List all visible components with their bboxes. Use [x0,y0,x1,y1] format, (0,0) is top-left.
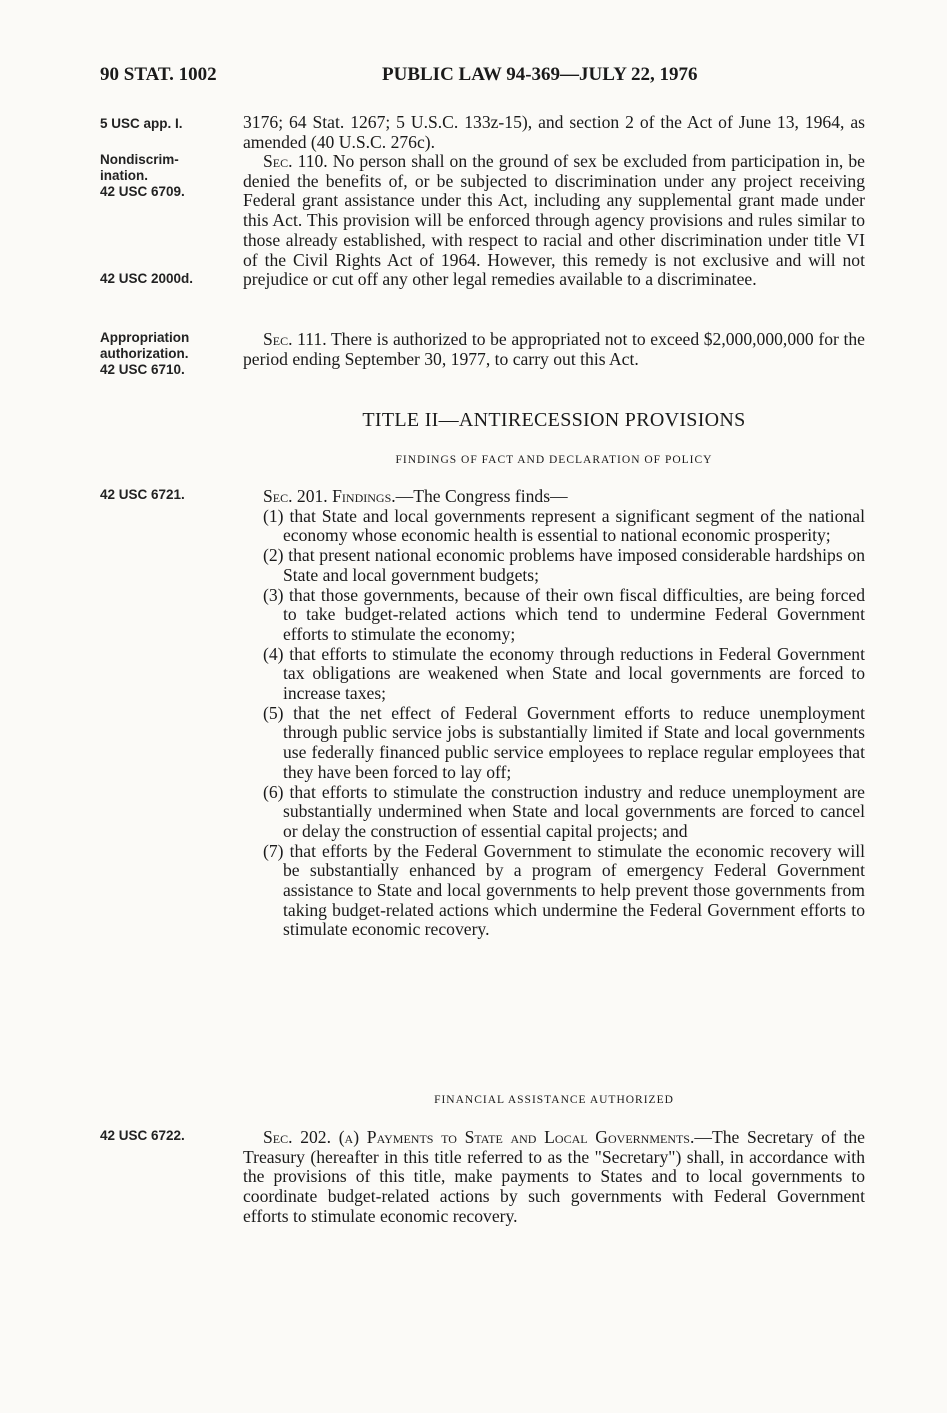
section-label: Sec. 111. [263,329,327,349]
section-label: Sec. 201. [263,486,328,506]
section-text: —The Secretary of the Treasury (hereafter in this title referred to as the "Secretary") shall, in accordance with the provisions of this title, make payments to States and to local governments to coordinate budget-related actions by such governments with Federal Government efforts to stimulate economic recovery. [243,1127,865,1226]
section-heading: Findings. [332,486,396,506]
section-111 [243,330,865,369]
margin-note-nondiscrimination: Nondiscrim- ination. 42 USC 6709. [100,152,185,199]
finding-item: (6) that efforts to stimulate the construction industry and reduce unemployment are substantially undermined when State and local governments are forced to cancel or delay the construction of essential capital projects; and [263,781,865,841]
finding-item: (7) that efforts by the Federal Government to stimulate the economic recovery will be substantially enhanced by a program of emergency Federal Government assistance to State and local governments to help prevent those governments from taking budget-related actions which undermine the Federal Government efforts to stimulate economic recovery. [263,840,865,940]
continuation-text: 3176; 64 Stat. 1267; 5 U.S.C. 133z-15), and section 2 of the Act of June 13, 1964, as amended (40 U.S.C. 276c). [243,112,865,152]
section-intro: —The Congress finds— [395,486,568,506]
statute-page-number: 90 STAT. 1002 [100,64,217,85]
section-110 [243,152,865,290]
margin-note-usc-6721: 42 USC 6721. [100,487,185,502]
section-label: Sec. 110. [263,151,328,171]
finding-item: (3) that those governments, because of their own fiscal difficulties, are being forced to take budget-related actions which tend to undermine Federal Government efforts to stimulate the economy; [263,584,865,644]
section-text: There is authorized to be appropriated not to exceed $2,000,000,000 for the period ending September 30, 1977, to carry out this Act. [243,329,865,369]
finding-item: (1) that State and local governments represent a significant segment of the national economy whose economic health is essential to national economic prosperity; [263,505,865,546]
section-text: No person shall on the ground of sex be excluded from participation in, be denied the benefits of, or be subjected to discrimination under any project receiving Federal grant assistance under this Act, including any supplemental grant made under this Act. This provision will be enforced through agency provisions and rules similar to those already established, with respect to racial and other discrimination under title VI of the Civil Rights Act of 1964. However, this remedy is not exclusive and will not prejudice or cut off any other legal remedies available to a discriminatee. [243,151,865,290]
section-110-continuation [243,113,865,152]
margin-note-usc-6722: 42 USC 6722. [100,1128,185,1143]
section-label: Sec. 202. (a) [263,1127,360,1147]
public-law-title: PUBLIC LAW 94-369—JULY 22, 1976 [382,64,698,85]
subheading-findings: FINDINGS OF FACT AND DECLARATION OF POLICY [395,454,713,466]
margin-note-appropriation: Appropriation authorization. 42 USC 6710. [100,330,190,377]
margin-note-usc-app: 5 USC app. I. [100,116,183,131]
page-header [100,64,870,88]
title-heading: TITLE II—ANTIRECESSION PROVISIONS [362,409,746,431]
finding-item: (2) that present national economic problems have imposed considerable hardships on State and local government budgets; [263,545,865,585]
section-heading: Payments to State and Local Governments. [366,1127,695,1147]
finding-item: (5) that the net effect of Federal Government efforts to reduce unemployment through public service jobs is substantially limited if State and local governments use federally financed public service employees to replace regular employees that they have been forced to lay off; [263,702,865,782]
subheading-financial: FINANCIAL ASSISTANCE AUTHORIZED [434,1094,674,1106]
section-202 [243,1128,865,1227]
finding-item: (4) that efforts to stimulate the economy through reductions in Federal Government tax obligations are weakened when State and local governments are forced to increase taxes; [263,643,865,704]
section-201 [243,487,865,940]
margin-note-usc-2000d: 42 USC 2000d. [100,271,194,286]
